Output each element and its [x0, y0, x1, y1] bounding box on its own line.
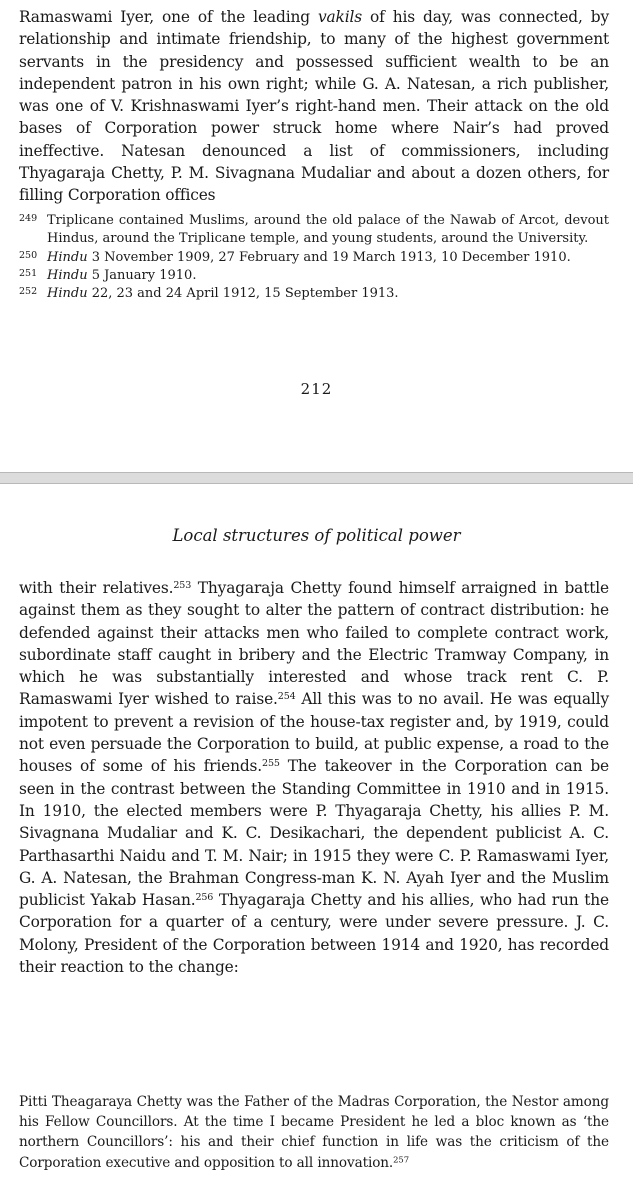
- footnote-text: Triplicane contained Muslims, around the old palace of the Nawab of Arcot, devout Hindus, around the Triplicane temple, and young students, around the University.: [47, 213, 609, 247]
- footnote-text: Hindu 3 November 1909, 27 February and 19 March 1913, 10 December 1910.: [47, 249, 571, 265]
- footnote-number: 252: [19, 286, 38, 298]
- page-213: [0, 484, 633, 1200]
- body-paragraph: Ramaswami Iyer, one of the leading vakils of his day, was connected, by relationship and intimate friendship, to many of the highest government servants in the presidency and possessed sufficient wealth to be an independent patron in his own right; while G. A. Natesan, a rich publisher, was one of V. Krishnaswami Iyer’s right-hand men. Their attack on the old bases of Corporation power struck home where Nair’s had proved ineffective. Natesan denounced a list of commissioners, including Thyagaraja Chetty, P. M. Sivagnana Mudaliar and about a dozen others, for filling Corporation offices: [19, 8, 609, 205]
- footnote-number: 250: [19, 249, 38, 261]
- footnote-text: Hindu 5 January 1910.: [47, 267, 197, 283]
- page-separator: [0, 472, 633, 484]
- page-212: [0, 0, 633, 472]
- footnote: [19, 267, 609, 285]
- footnotes: [19, 212, 609, 303]
- body-paragraph: with their relatives.$^{253}$ Thyagaraja Chetty found himself arraigned in battle against them as they sought to alter the pattern of contract distribution: he defended against their attacks men who failed to complete contract work, subordinate staff caught in bribery and the Electric Tramway Company, in which he was substantially interested and whose track rent C. P. Ramaswami Iyer wished to raise.$^{254}$ All this was to no avail. He was equally impotent to prevent a revision of the house-tax register and, by 1919, could not even persuade the Corporation to build, at public expense, a road to the houses of some of his friends.$^{255}$ The takeover in the Corporation can be seen in the contrast between the Standing Committee in 1910 and in 1915. In 1910, the elected members were P. Thyagaraja Chetty, his allies P. M. Sivagnana Mudaliar and K. C. Desikachari, the dependent publicist A. C. Parthasarthi Naidu and T. M. Nair; in 1915 they were C. P. Ramaswami Iyer, G. A. Natesan, the Brahman Congress-man K. N. Ayah Iyer and the Muslim publicist Yakab Hasan.$^{256}$ Thyagaraja Chetty and his allies, who had run the Corporation for a quarter of a century, were under severe pressure. J. C. Molony, President of the Corporation between 1914 and 1920, has recorded their reaction to the change:: [19, 579, 610, 977]
- footnote-number: 249: [19, 213, 38, 224]
- running-head: Local structures of political power: [172, 526, 461, 545]
- footnote-text: Hindu 22, 23 and 24 April 1912, 15 September 1913.: [47, 286, 399, 302]
- footnote: [19, 285, 609, 303]
- page-number: 212: [300, 380, 333, 398]
- footnote-number: 251: [19, 267, 38, 279]
- footnote: [19, 212, 609, 249]
- footnote: [19, 249, 609, 267]
- block-quote: Pitti Theagaraya Chetty was the Father of the Madras Corporation, the Nestor among his Fellow Councillors. At the time I became President he led a bloc known as ‘the northern Councillors’: his and their chief function in life was the criticism of the Corporation executive and opposition to all innovation.$^{257}$: [19, 1094, 609, 1171]
